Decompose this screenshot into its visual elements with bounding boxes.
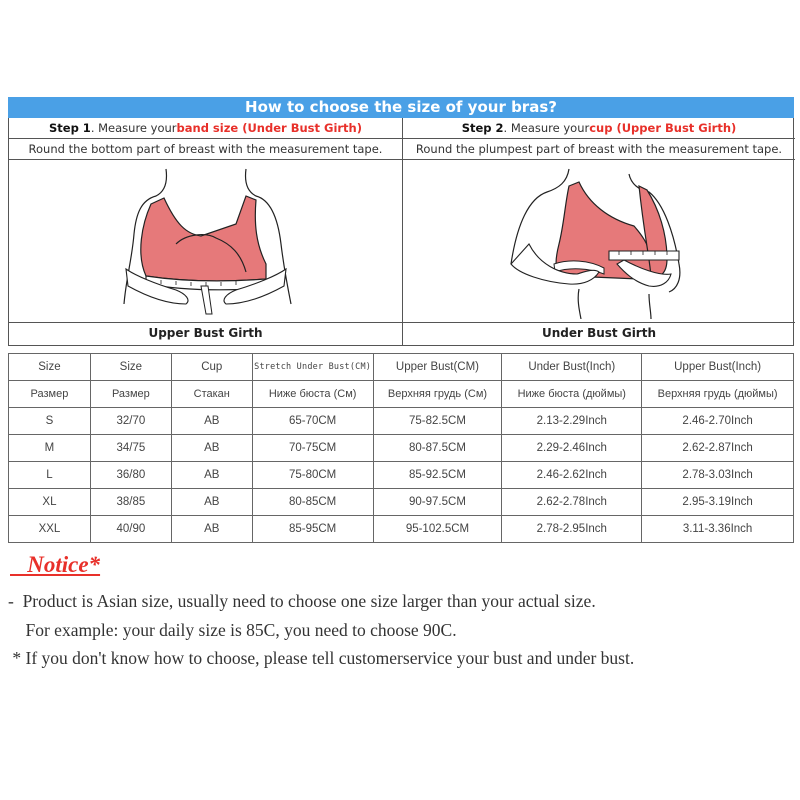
guide-grid bbox=[8, 118, 794, 346]
cell-cup: AB bbox=[171, 462, 252, 489]
col-header-ru: Верхняя грудь (См) bbox=[373, 381, 502, 408]
cell-upper-cm: 80-87.5CM bbox=[373, 435, 502, 462]
col-header-ru: Размер bbox=[90, 381, 171, 408]
col-header: Cup bbox=[171, 354, 252, 381]
cell-under-cm: 75-80CM bbox=[252, 462, 373, 489]
col-header: Size bbox=[9, 354, 91, 381]
col-header: Size bbox=[90, 354, 171, 381]
step1-image-cell bbox=[9, 160, 403, 323]
table-row bbox=[9, 516, 794, 543]
col-header-ru: Стакан bbox=[171, 381, 252, 408]
cell-under-inch: 2.46-2.62Inch bbox=[502, 462, 642, 489]
cell-upper-inch: 2.62-2.87Inch bbox=[642, 435, 794, 462]
cell-cup: AB bbox=[171, 516, 252, 543]
step2-image-cell bbox=[403, 160, 795, 323]
cell-size: M bbox=[9, 435, 91, 462]
cell-under-cm: 85-95CM bbox=[252, 516, 373, 543]
cell-cup: AB bbox=[171, 435, 252, 462]
cell-size: XXL bbox=[9, 516, 91, 543]
cell-upper-cm: 90-97.5CM bbox=[373, 489, 502, 516]
size-chart-table bbox=[8, 353, 794, 543]
table-row bbox=[9, 489, 794, 516]
cell-band: 36/80 bbox=[90, 462, 171, 489]
step2-highlight: cup (Upper Bust Girth) bbox=[589, 121, 737, 135]
col-header-ru: Размер bbox=[9, 381, 91, 408]
cell-band: 32/70 bbox=[90, 408, 171, 435]
col-header: Under Bust(Inch) bbox=[502, 354, 642, 381]
guide-title: How to choose the size of your bras? bbox=[8, 97, 794, 118]
col-header: Upper Bust(Inch) bbox=[642, 354, 794, 381]
step1-highlight: band size (Under Bust Girth) bbox=[176, 121, 362, 135]
col-header-ru: Ниже бюста (См) bbox=[252, 381, 373, 408]
step2-prefix: . Measure your bbox=[503, 121, 590, 135]
band-measure-illustration bbox=[106, 164, 306, 319]
step2-heading bbox=[403, 118, 795, 139]
header-row-en bbox=[9, 354, 794, 381]
cell-band: 40/90 bbox=[90, 516, 171, 543]
notice-heading: Notice* bbox=[10, 552, 101, 577]
cell-under-inch: 2.13-2.29Inch bbox=[502, 408, 642, 435]
cell-under-cm: 65-70CM bbox=[252, 408, 373, 435]
step1-description: Round the bottom part of breast with the measurement tape. bbox=[9, 139, 403, 160]
cell-size: XL bbox=[9, 489, 91, 516]
table-row bbox=[9, 435, 794, 462]
cell-cup: AB bbox=[171, 489, 252, 516]
cell-band: 34/75 bbox=[90, 435, 171, 462]
size-guide-table bbox=[8, 97, 794, 346]
cell-under-inch: 2.29-2.46Inch bbox=[502, 435, 642, 462]
notice-line-example: For example: your daily size is 85C, you need to choose 90C. bbox=[8, 620, 457, 640]
notice-line-asian-size: - Product is Asian size, usually need to choose one size larger than your actual size. bbox=[8, 591, 596, 611]
step1-heading bbox=[9, 118, 403, 139]
cell-upper-cm: 75-82.5CM bbox=[373, 408, 502, 435]
cell-under-cm: 70-75CM bbox=[252, 435, 373, 462]
cell-upper-inch: 2.95-3.19Inch bbox=[642, 489, 794, 516]
cell-upper-cm: 95-102.5CM bbox=[373, 516, 502, 543]
table-row bbox=[9, 408, 794, 435]
cell-upper-inch: 3.11-3.36Inch bbox=[642, 516, 794, 543]
step1-prefix: . Measure your bbox=[90, 121, 177, 135]
cell-under-inch: 2.62-2.78Inch bbox=[502, 489, 642, 516]
cell-upper-inch: 2.78-3.03Inch bbox=[642, 462, 794, 489]
step2-caption: Under Bust Girth bbox=[541, 326, 657, 340]
step1-caption: Upper Bust Girth bbox=[9, 323, 403, 345]
cell-under-cm: 80-85CM bbox=[252, 489, 373, 516]
header-row-ru bbox=[9, 381, 794, 408]
notice-line-contact: * If you don't know how to choose, please tell customerservice your bust and under bust. bbox=[8, 648, 635, 668]
cell-under-inch: 2.78-2.95Inch bbox=[502, 516, 642, 543]
cell-cup: AB bbox=[171, 408, 252, 435]
col-header: Stretch Under Bust(CM) bbox=[252, 354, 373, 381]
step2-label: Step 2 bbox=[461, 121, 504, 135]
cell-upper-inch: 2.46-2.70Inch bbox=[642, 408, 794, 435]
table-row bbox=[9, 462, 794, 489]
cell-band: 38/85 bbox=[90, 489, 171, 516]
cell-upper-cm: 85-92.5CM bbox=[373, 462, 502, 489]
cup-measure-illustration bbox=[499, 164, 699, 319]
col-header-ru: Верхняя грудь (дюймы) bbox=[642, 381, 794, 408]
step1-label: Step 1 bbox=[48, 121, 91, 135]
step2-description: Round the plumpest part of breast with the measurement tape. bbox=[403, 139, 795, 160]
col-header: Upper Bust(CM) bbox=[373, 354, 502, 381]
cell-size: S bbox=[9, 408, 91, 435]
cell-size: L bbox=[9, 462, 91, 489]
col-header-ru: Ниже бюста (дюймы) bbox=[502, 381, 642, 408]
